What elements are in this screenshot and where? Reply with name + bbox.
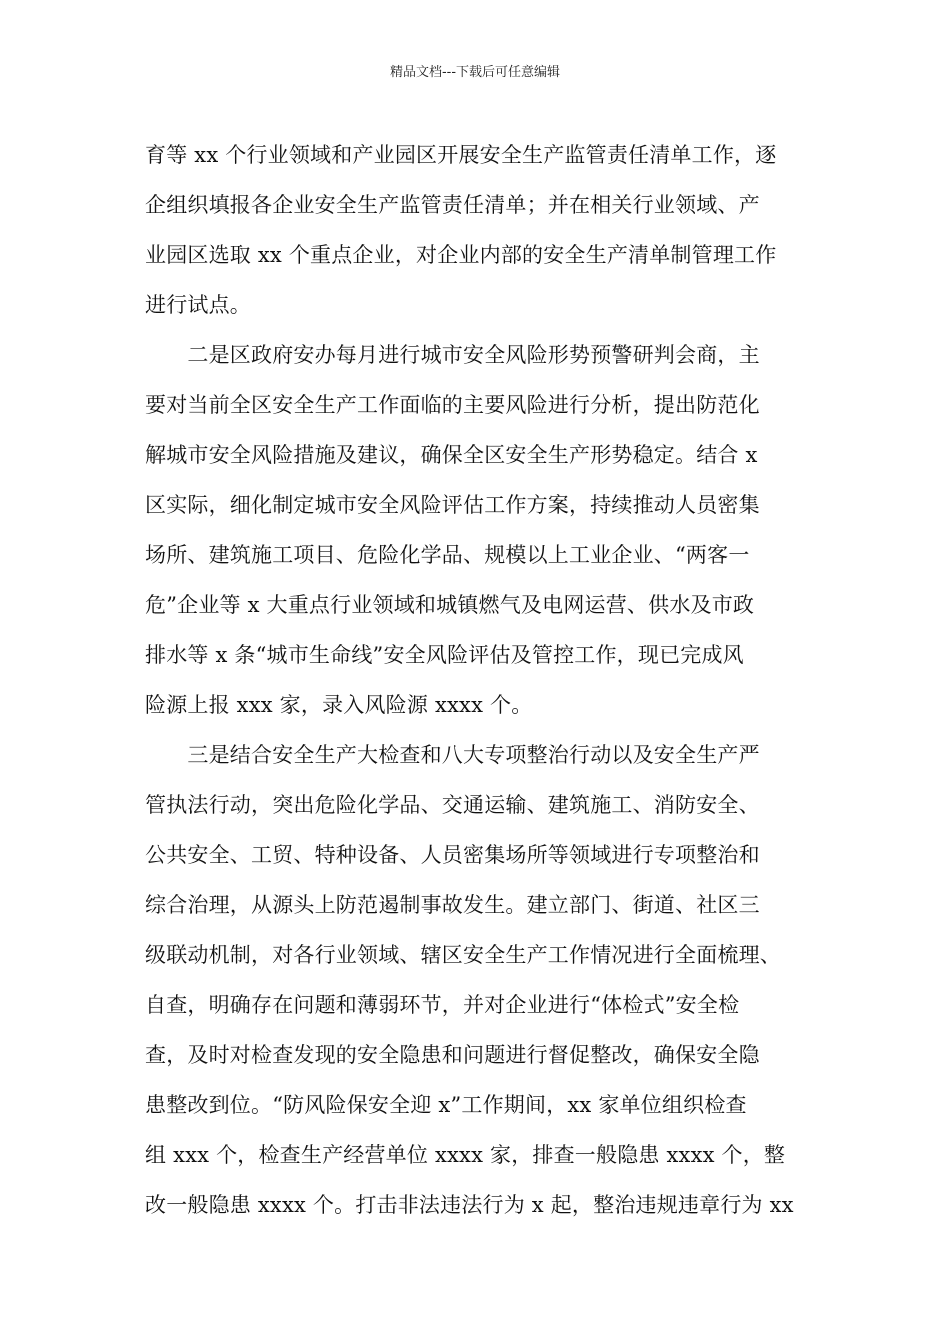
text-line: 企组织填报各企业安全生产监管责任清单；并在相关行业领域、产 — [145, 193, 760, 217]
text-line: 进行试点。 — [145, 293, 251, 317]
text-line: 场所、建筑施工项目、危险化学品、规模以上工业企业、“两客一 — [145, 543, 750, 567]
text-line: 自查，明确存在问题和薄弱环节，并对企业进行“体检式”安全检 — [145, 993, 740, 1017]
paragraph-3 — [145, 730, 825, 1230]
text-line: 险源上报 xxx 家，录入风险源 xxxx 个。 — [145, 693, 533, 717]
document-body — [145, 130, 825, 1230]
text-line: 二是区政府安办每月进行城市安全风险形势预警研判会商，主 — [145, 343, 760, 367]
text-line: 要对当前全区安全生产工作面临的主要风险进行分析，提出防范化 — [145, 393, 760, 417]
paragraph-1 — [145, 130, 825, 330]
text-line: 管执法行动，突出危险化学品、交通运输、建筑施工、消防安全、 — [145, 793, 760, 817]
text-line: 患整改到位。“防风险保安全迎 x”工作期间，xx 家单位组织检查 — [145, 1093, 747, 1117]
text-line: 组 xxx 个，检查生产经营单位 xxxx 家，排查一般隐患 xxxx 个，整 — [145, 1143, 786, 1167]
text-line: 三是结合安全生产大检查和八大专项整治行动以及安全生产严 — [145, 743, 760, 767]
text-line: 排水等 x 条“城市生命线”安全风险评估及管控工作，现已完成风 — [145, 643, 744, 667]
text-line: 查，及时对检查发现的安全隐患和问题进行督促整改，确保安全隐 — [145, 1043, 760, 1067]
page-header: 精品文档---下载后可任意编辑 — [389, 65, 561, 80]
text-line: 解城市安全风险措施及建议，确保全区安全生产形势稳定。结合 x — [145, 443, 758, 467]
text-line: 公共安全、工贸、特种设备、人员密集场所等领域进行专项整治和 — [145, 843, 760, 867]
text-line: 育等 xx 个行业领域和产业园区开展安全生产监管责任清单工作，逐 — [145, 143, 777, 167]
text-line: 级联动机制，对各行业领域、辖区安全生产工作情况进行全面梳理、 — [145, 943, 781, 967]
text-line: 改一般隐患 xxxx 个。打击非法违法行为 x 起，整治违规违章行为 xx — [145, 1193, 794, 1217]
text-line: 综合治理，从源头上防范遏制事故发生。建立部门、街道、社区三 — [145, 893, 760, 917]
text-line: 危”企业等 x 大重点行业领域和城镇燃气及电网运营、供水及市政 — [145, 593, 755, 617]
paragraph-2 — [145, 330, 825, 730]
text-line: 业园区选取 xx 个重点企业，对企业内部的安全生产清单制管理工作 — [145, 243, 777, 267]
text-line: 区实际，细化制定城市安全风险评估工作方案，持续推动人员密集 — [145, 493, 760, 517]
